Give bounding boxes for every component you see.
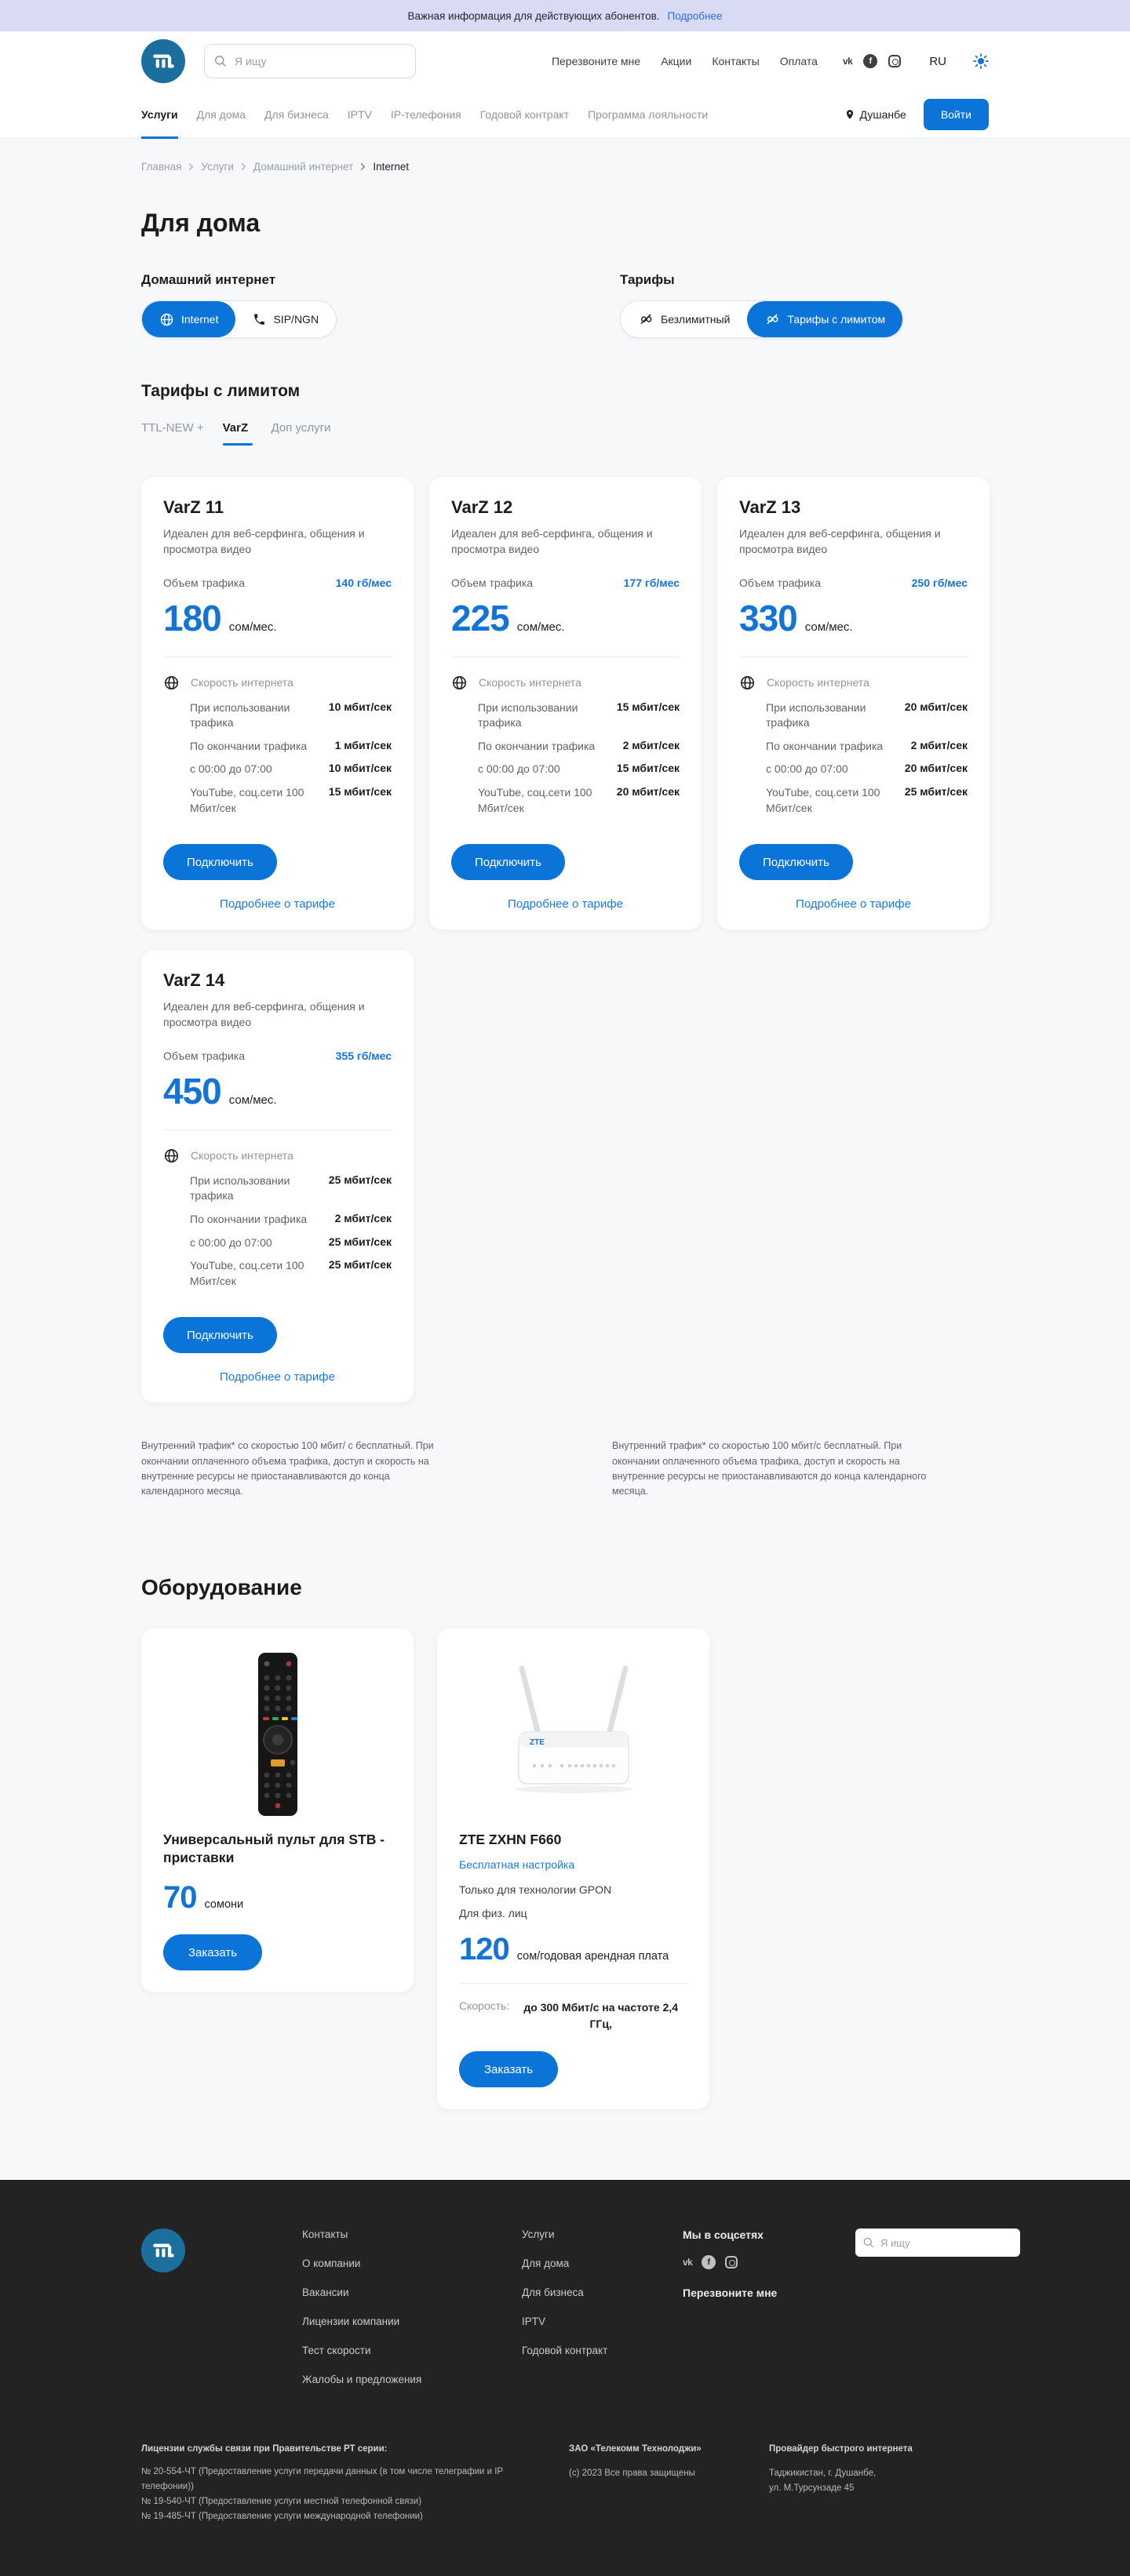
tariff-price: 225 [451,597,509,639]
infinity-slash-icon [638,311,654,327]
nav-item-loyalty[interactable]: Программа лояльности [588,108,709,121]
tariff-name: VarZ 13 [739,497,801,517]
service-toggle [141,300,337,338]
menu-item-callback[interactable]: Перезвоните мне [551,55,641,67]
tariff-name: VarZ 12 [451,497,513,517]
footer-link-licenses[interactable]: Лицензии компании [302,2316,400,2328]
footer-search-input[interactable] [855,2229,1020,2257]
speed-header: Скорость интернета [767,676,869,689]
connect-button[interactable]: Подключить [163,844,277,880]
globe-icon [739,675,756,691]
speed-row: При использовании трафика 25 мбит/сек [190,1173,392,1202]
footer-link-speedtest[interactable]: Тест скорости [302,2345,371,2357]
license-block [141,2442,989,2524]
free-setup-link[interactable]: Бесплатная настройка [459,1858,575,1872]
tab-varz[interactable]: VarZ [223,421,253,446]
tariff-name: VarZ 11 [163,497,224,517]
footer-link-jobs[interactable]: Вакансии [302,2287,349,2299]
license-title: Лицензии службы связи при Правительстве РТ серии: [141,2444,388,2454]
phone-icon [253,313,266,326]
sun-icon [973,53,989,69]
tariff-toggle [620,300,903,338]
globe-icon [163,1148,180,1164]
traffic-value: 140 гб/мес [335,576,392,589]
tariffs-heading: Тарифы с лимитом [141,382,301,400]
order-button[interactable]: Заказать [459,2051,558,2087]
footnote-left: Внутренний трафик* со скоростью 100 мбит/ с бесплатный. При окончании оплаченного объема трафика, доступ и скорость на внутренние ресурсы не приостанавливаются до конца календарного месяца. [141,1440,434,1497]
ttl-logo[interactable] [141,39,185,83]
search-icon [862,2236,874,2252]
connect-button[interactable]: Подключить [163,1317,277,1353]
equipment-price: 120 [459,1932,509,1967]
announcement-banner [0,0,1130,31]
license-line: № 19-485-ЧТ (Предоставление услуги международной телефонии) [141,2512,423,2522]
speed-header: Скорость интернета [191,676,293,689]
city-selector[interactable] [844,108,906,121]
toggle-option-sipngn[interactable]: SIP/NGN [235,301,336,337]
nav-item-business[interactable]: Для бизнеса [264,108,329,121]
speed-row: с 00:00 до 07:00 10 мбит/сек [190,762,392,776]
chevron-right-icon [188,163,195,170]
nav-item-services[interactable]: Услуги [141,91,178,138]
traffic-label: Объем трафика [451,576,534,589]
breadcrumb-current: Internet [373,161,410,173]
speed-row: YouTube, соц.сети 100 Мбит/сек 25 мбит/сек [190,1258,392,1287]
footnote-right: Внутренний трафик* со скоростью 100 мбит/с бесплатный. При окончании оплаченного объема трафика, доступ и скорость на внутренние ресурсы не приостанавливаются до конца календарного месяца. [612,1440,927,1497]
header-search [204,44,416,78]
ttl-logo-glyph [150,2237,177,2264]
login-button[interactable]: Войти [924,99,989,130]
tariff-card-varz14 [141,950,414,1403]
ttl-logo-glyph [150,48,177,75]
traffic-label: Объем трафика [739,576,822,589]
toggle-option-unlimited[interactable]: Безлимитный [621,301,747,337]
tariff-price: 450 [163,1070,221,1112]
footer-link-business[interactable]: Для бизнеса [522,2287,584,2299]
nav-item-annual-contract[interactable]: Годовой контракт [479,108,570,121]
footer-callback-link[interactable]: Перезвоните мне [683,2287,778,2300]
router-speed-note [459,1999,687,2032]
menu-item-payment[interactable]: Оплата [779,55,818,67]
breadcrumb-home[interactable]: Главная [141,161,182,173]
infinity-slash-icon [764,311,780,327]
speed-row: с 00:00 до 07:00 15 мбит/сек [478,762,680,776]
search-input[interactable] [204,44,416,78]
tariff-details-link[interactable]: Подробнее о тарифе [220,897,335,911]
city-label: Душанбе [859,108,906,121]
footer-link-contacts[interactable]: Контакты [302,2229,348,2241]
speed-row: По окончании трафика 2 мбит/сек [766,738,968,752]
speed-row: При использовании трафика 15 мбит/сек [478,700,680,730]
tariff-price-unit: сом/мес. [228,1093,277,1107]
theme-toggle[interactable] [973,53,989,69]
footer-search [855,2229,1020,2403]
address-line-2: ул. М.Турсунзаде 45 [769,2483,855,2494]
nav-item-ip-telephony[interactable]: IP-телефония [390,108,461,121]
breadcrumb-home-internet[interactable]: Домашний интернет [253,161,354,173]
footer-link-about[interactable]: О компании [302,2258,361,2270]
location-pin-icon [844,108,855,121]
tariff-footnotes [141,1439,989,1500]
footer-link-services[interactable]: Услуги [522,2229,555,2241]
facebook-icon[interactable]: f [863,54,877,68]
footer-link-annual-contract[interactable]: Годовой контракт [522,2345,608,2357]
social-label: Мы в соцсетях [683,2229,764,2242]
svg-text:ZTE: ZTE [529,1737,545,1747]
equipment-cards [141,1628,989,2110]
tariff-card-varz11 [141,477,414,930]
license-line: № 20-554-ЧТ (Предоставление услуги передачи данных (в том числе телеграфии и IP телефонии)) [141,2467,503,2492]
chevron-right-icon [240,163,247,170]
tariff-description: Идеален для веб-серфинга, общения и просмотра видео [739,527,941,556]
equipment-name: Универсальный пульт для STB - приставки [163,1831,385,1866]
search-icon [213,54,227,71]
speed-note-label: Скорость: [459,1999,510,2013]
nav-item-iptv[interactable]: IPTV [347,108,372,121]
equipment-price-unit: сомони [204,1898,244,1912]
tariff-description: Идеален для веб-серфинга, общения и просмотра видео [451,527,653,556]
speed-note-value: до 300 Мбит/с на частоте 2,4 ГГц, [523,2001,678,2031]
speed-row: По окончании трафика 2 мбит/сек [478,738,680,752]
tariff-card-varz13 [717,477,990,930]
address-line-1: Таджикистан, г. Душанбе, [769,2469,877,2479]
instagram-icon[interactable] [725,2256,738,2269]
company-name: ЗАО «Телекомм Технолоджи» [569,2444,702,2454]
menu-item-promos[interactable]: Акции [661,55,692,67]
traffic-label: Объем трафика [163,1049,246,1062]
remote-control-image [163,1649,392,1820]
tariff-price-unit: сом/мес. [804,620,853,634]
traffic-label: Объем трафика [163,576,246,589]
footer-link-complaints[interactable]: Жалобы и предложения [302,2374,422,2386]
tariff-price: 180 [163,597,221,639]
connect-button[interactable]: Подключить [739,844,853,880]
tariff-description: Идеален для веб-серфинга, общения и просмотра видео [163,527,365,556]
filters [141,272,989,338]
router-note-persons: Для физ. лиц [459,1907,527,1920]
header [0,31,1130,91]
tariff-price: 330 [739,597,797,639]
footer-social-block [683,2229,855,2403]
page-title: Для дома [141,209,261,237]
announcement-text: Важная информация для действующих абонентов. [407,9,660,22]
main-nav [0,91,1130,139]
tariff-cards [141,477,989,1403]
menu-item-contacts[interactable]: Контакты [712,55,760,67]
speed-row: с 00:00 до 07:00 20 мбит/сек [766,762,968,776]
copyright: (с) 2023 Все права защищены [569,2469,695,2479]
tariff-filter-group [620,272,903,338]
speed-row: YouTube, соц.сети 100 Мбит/сек 15 мбит/сек [190,784,392,814]
globe-icon [451,675,468,691]
tariff-details-link[interactable]: Подробнее о тарифе [508,897,623,911]
chevron-right-icon [359,163,366,170]
footer-link-home[interactable]: Для дома [522,2258,570,2270]
tariff-card-varz12 [429,477,702,930]
equipment-name: ZTE ZXHN F660 [459,1831,562,1847]
speed-row: с 00:00 до 07:00 25 мбит/сек [190,1235,392,1249]
order-button[interactable]: Заказать [163,1934,262,1970]
footer-link-iptv[interactable]: IPTV [522,2316,546,2328]
equipment-price-unit: сом/годовая арендная плата [516,1950,669,1963]
announcement-link[interactable]: Подробнее [667,9,723,22]
speed-row: По окончании трафика 2 мбит/сек [190,1211,392,1225]
license-line: № 19-540-ЧТ (Предоставление услуги местной телефонной связи) [141,2497,422,2507]
main-content [0,139,1130,2180]
tariff-filter-label: Тарифы [620,272,675,287]
tariff-price-unit: сом/мес. [516,620,565,634]
instagram-icon[interactable] [888,55,901,67]
service-filter-group [141,272,620,338]
tariff-details-link[interactable]: Подробнее о тарифе [796,897,911,911]
tariff-description: Идеален для веб-серфинга, общения и просмотра видео [163,1000,365,1029]
tab-ttl-new[interactable]: TTL-NEW + [141,421,204,435]
tab-extra-services[interactable]: Доп услуги [271,421,331,435]
globe-icon [159,312,174,327]
speed-row: YouTube, соц.сети 100 Мбит/сек 25 мбит/сек [766,784,968,814]
speed-row: По окончании трафика 1 мбит/сек [190,738,392,752]
header-social [843,54,901,68]
header-menu [552,53,989,69]
equipment-card-remote [141,1628,414,1992]
equipment-card-router [437,1628,709,2110]
provider-tagline: Провайдер быстрого интернета [769,2444,913,2454]
router-image [459,1649,687,1820]
traffic-value: 177 гб/мес [623,576,680,589]
breadcrumb [141,139,989,173]
tariff-tabs [141,421,989,446]
tariff-price-unit: сом/мес. [228,620,277,634]
router-note-gpon: Только для технологии GPON [459,1883,612,1897]
tariff-details-link[interactable]: Подробнее о тарифе [220,1370,335,1384]
tariff-name: VarZ 14 [163,970,225,991]
ttl-logo-footer[interactable] [141,2229,185,2272]
nav-item-home[interactable]: Для дома [196,108,246,121]
equipment-heading: Оборудование [141,1574,302,1599]
speed-row: При использовании трафика 10 мбит/сек [190,700,392,730]
traffic-value: 250 гб/мес [911,576,968,589]
speed-row: При использовании трафика 20 мбит/сек [766,700,968,730]
toggle-option-internet[interactable]: Internet [142,301,235,337]
equipment-price: 70 [163,1880,197,1916]
language-selector[interactable]: RU [929,54,946,68]
footer-service-links [522,2229,683,2403]
divider [459,1983,687,1984]
speed-header: Скорость интернета [479,676,581,689]
breadcrumb-services[interactable]: Услуги [201,161,234,173]
service-filter-label: Домашний интернет [141,272,276,287]
facebook-icon[interactable]: f [702,2255,716,2269]
footer [0,2180,1130,2576]
toggle-option-limited[interactable]: Тарифы с лимитом [747,301,902,337]
vk-icon[interactable]: vk [842,56,853,67]
footer-company-links [302,2229,522,2403]
connect-button[interactable]: Подключить [451,844,565,880]
speed-header: Скорость интернета [191,1149,293,1162]
speed-row: YouTube, соц.сети 100 Мбит/сек 20 мбит/сек [478,784,680,814]
vk-icon[interactable]: vk [683,2257,693,2269]
traffic-value: 355 гб/мес [335,1049,392,1062]
globe-icon [163,675,180,691]
